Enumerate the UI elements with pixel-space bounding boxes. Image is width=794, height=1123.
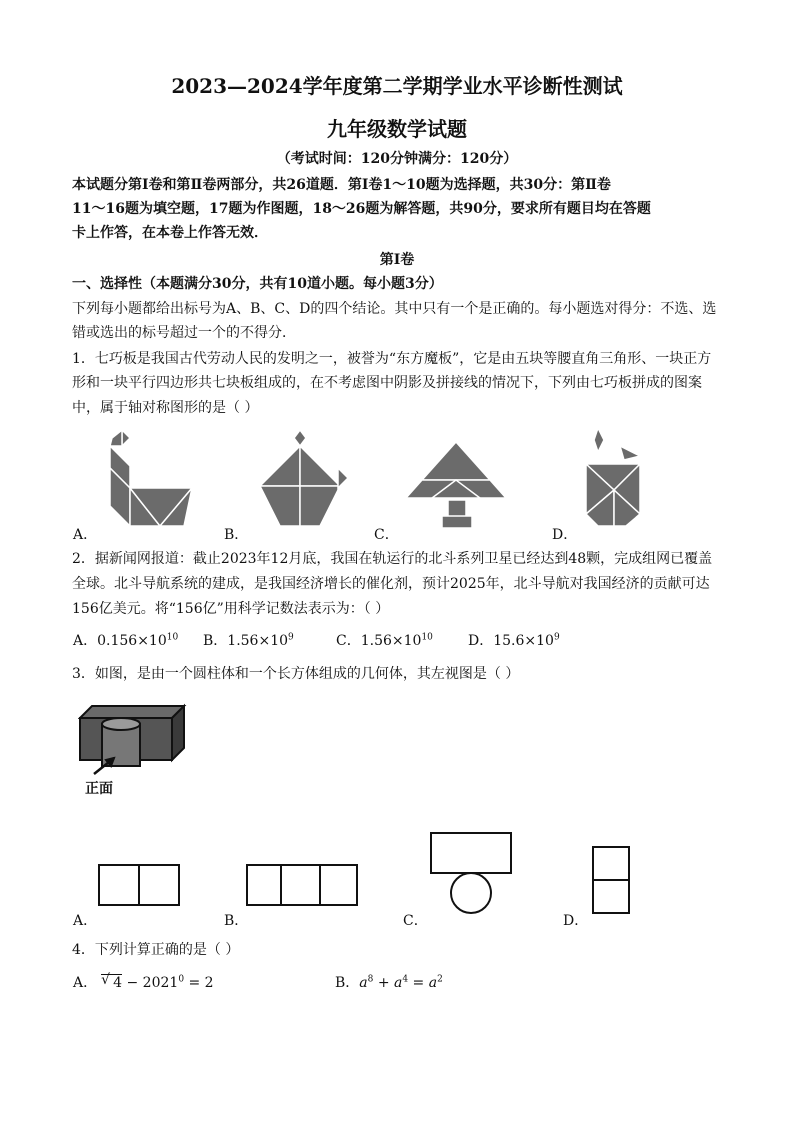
radical-sign: √ bbox=[101, 972, 111, 988]
q1-option-d: D． bbox=[552, 527, 578, 543]
page-subtitle: 九年级数学试题 bbox=[327, 117, 467, 141]
q4-text: 4．下列计算正确的是（ ） bbox=[72, 942, 240, 958]
view-three-squares bbox=[246, 864, 358, 906]
tangram-bird-figure bbox=[250, 428, 350, 530]
q3-option-a: A． bbox=[73, 913, 98, 929]
q3-option-c: C． bbox=[403, 913, 428, 929]
intro-line-3: 卡上作答，在本卷上作答无效． bbox=[72, 225, 268, 241]
q2-line-1: 2．据新闻网报道：截止2023年12月底，我国在轨运行的北斗系列卫星已经达到48颗，完成组网已覆盖 bbox=[72, 551, 713, 567]
exam-time: （考试时间：120分钟满分：120分） bbox=[276, 151, 518, 167]
tangram-swan-figure bbox=[100, 428, 200, 530]
q1-line-3: 中，属于轴对称图形的是（ ） bbox=[72, 400, 259, 416]
q2-option-d: D．$15.6\times 10^9$ bbox=[468, 632, 560, 649]
q3-option-d: D． bbox=[563, 913, 589, 929]
view-two-squares bbox=[98, 864, 180, 906]
q1-option-b: B． bbox=[224, 527, 249, 543]
solid-figure bbox=[78, 700, 190, 782]
view-stacked-squares bbox=[592, 846, 632, 916]
front-label: 正面 bbox=[85, 781, 113, 797]
q2-option-b: B．$1.56\times 10^9$ bbox=[203, 632, 294, 649]
sqrt-expression: √ 4 bbox=[101, 972, 123, 991]
q3-text: 3．如图，是由一个圆柱体和一个长方体组成的几何体，其左视图是（ ） bbox=[72, 666, 520, 682]
q2-line-3: 156亿美元。将“156亿”用科学记数法表示为：（ ） bbox=[72, 601, 390, 617]
intro-line-2: 11～16题为填空题，17题为作图题，18～26题为解答题，共90分，要求所有题目均在答题 bbox=[72, 201, 651, 217]
q4-option-a: A． √ $4 - 2021^0 = 2$ bbox=[73, 972, 214, 991]
q4-option-b: B．$a^8 + a^4 = a^2$ bbox=[335, 974, 443, 991]
q2-line-2: 全球。北斗导航系统的建成，是我国经济增长的催化剂，预计2025年，北斗导航对我国经济的贡献可达 bbox=[72, 576, 710, 592]
q1-line-2: 形和一块平行四边形共七块板组成的，在不考虑图中阴影及拼接线的情况下，下列由七巧板拼成的图案 bbox=[72, 375, 702, 391]
instructions-line-2: 错或选出的标号超过一个的不得分． bbox=[72, 325, 296, 341]
q2-option-c: C．$1.56\times 10^{10}$ bbox=[336, 632, 433, 649]
volume-heading: 第Ⅰ卷 bbox=[379, 252, 415, 268]
q1-option-a: A． bbox=[73, 527, 98, 543]
q1-option-c: C． bbox=[374, 527, 399, 543]
section-heading: 一、选择性（本题满分30分，共有10道小题。每小题3分） bbox=[72, 276, 443, 292]
view-rectangle-circle bbox=[430, 832, 512, 916]
tangram-apple-figure bbox=[580, 426, 646, 532]
intro-line-1: 本试题分第Ⅰ卷和第Ⅱ卷两部分，共26道题．第Ⅰ卷1～10题为选择题，共30分：第Ⅱ卷 bbox=[72, 177, 611, 193]
page-title: 2023—2024学年度第二学期学业水平诊断性测试 bbox=[171, 74, 623, 98]
q3-option-b: B． bbox=[224, 913, 249, 929]
instructions-line-1: 下列每小题都给出标号为A、B、C、D的四个结论。其中只有一个是正确的。每小题选对得分：不选、选 bbox=[72, 301, 717, 317]
tangram-tree-figure bbox=[402, 440, 510, 532]
q1-line-1: 1．七巧板是我国古代劳动人民的发明之一，被誉为“东方魔板”，它是由五块等腰直角三角形、一块正方 bbox=[72, 351, 712, 367]
q2-option-a: A．$0.156\times 10^{10}$ bbox=[73, 632, 179, 649]
